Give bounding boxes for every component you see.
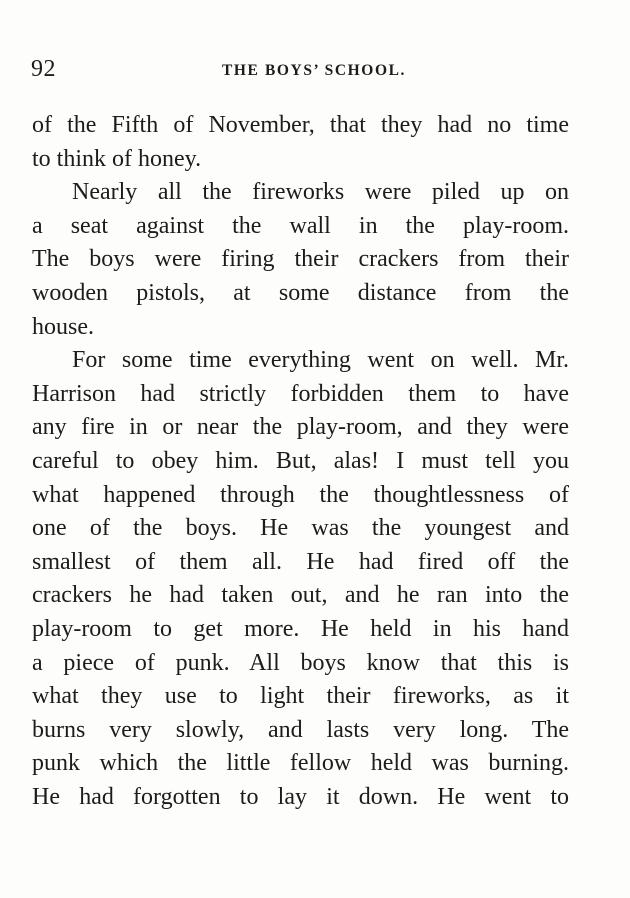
- text-line: Nearly all the fireworks were piled up on: [72, 179, 569, 206]
- text-line: to think of honey.: [32, 145, 202, 172]
- body-text: [32, 109, 569, 814]
- text-line: careful to obey him. But, alas! I must tell you: [32, 447, 569, 474]
- text-line: For some time everything went on well. Mr.: [72, 347, 569, 374]
- page-header: [31, 56, 571, 86]
- text-line: one of the boys. He was the youngest and: [32, 515, 569, 542]
- text-line: of the Fifth of November, that they had no time: [32, 112, 569, 138]
- text-line: a piece of punk. All boys know that this is: [32, 649, 569, 676]
- text-line: punk which the little fellow held was burning.: [32, 750, 569, 777]
- text-line: burns very slowly, and lasts very long. The: [32, 716, 569, 743]
- text-line: house.: [32, 313, 94, 340]
- text-line: smallest of them all. He had fired off the: [32, 548, 569, 575]
- text-line: a seat against the wall in the play-room.: [32, 212, 569, 239]
- text-line: any fire in or near the play-room, and they were: [32, 414, 569, 441]
- running-head: THE BOYS’ SCHOOL.: [221, 62, 407, 79]
- text-line: what happened through the thoughtlessness of: [32, 481, 569, 508]
- text-line: crackers he had taken out, and he ran into the: [32, 582, 569, 609]
- text-line: play-room to get more. He held in his hand: [32, 615, 569, 642]
- text-line: what they use to light their fireworks, as it: [32, 683, 569, 710]
- text-line: Harrison had strictly forbidden them to have: [32, 380, 569, 407]
- text-line: He had forgotten to lay it down. He went to: [32, 783, 569, 810]
- text-line: The boys were firing their crackers from their: [32, 246, 569, 273]
- page-number: 92: [31, 56, 56, 82]
- text-line: wooden pistols, at some distance from the: [32, 279, 569, 306]
